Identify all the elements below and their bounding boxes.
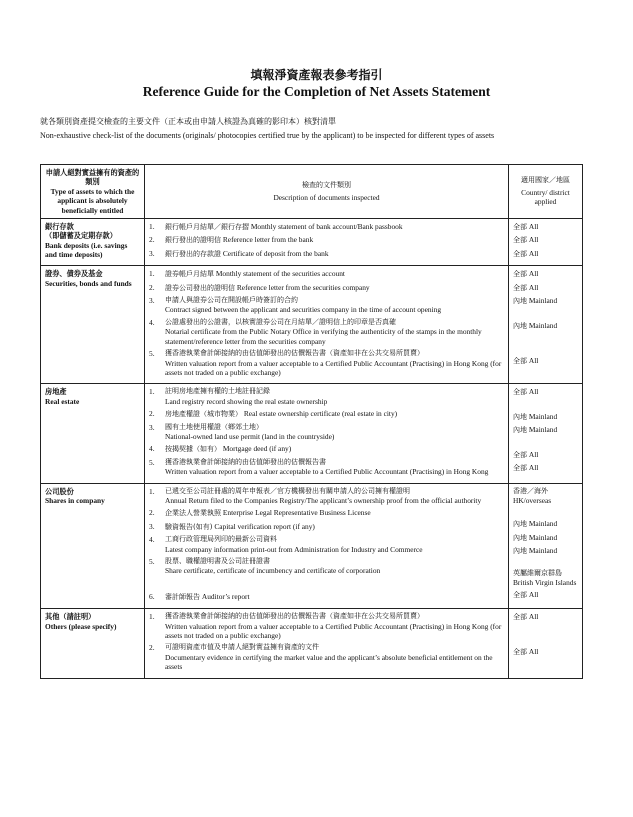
item-number: 1.	[149, 387, 155, 397]
country-item: 內地 Mainland	[513, 296, 558, 306]
table-row-company	[41, 483, 583, 609]
country-item: 全部 All	[513, 462, 539, 472]
doc-zh: 銀行發出的存款證	[165, 249, 221, 258]
country-item: 全部 All	[513, 248, 539, 258]
item-number: 4.	[149, 317, 155, 327]
item-number: 2.	[149, 643, 155, 653]
list-item: 1. 證券帳戶月結單 Monthly statement of the securities account	[149, 269, 345, 279]
list-item: 5. 獲香港執業會計師接納的由估值師發出的估價報告書 Written valuation report from a valuer acceptable to a Certified Public Accountant (Practising) in Hong Kong	[149, 457, 489, 477]
documents-bank	[145, 219, 509, 266]
country-item: 內地 Mainland	[513, 425, 558, 435]
header-documents-en: Description of documents inspected	[273, 193, 380, 203]
asset-type-bank	[41, 219, 145, 266]
asset-type-en: Others (please specify)	[45, 621, 117, 631]
list-item: 1. 獲香港執業會計師接納的由估值師發出的估價報告書（資產如非在公共交易所買賣） Written valuation report from a valuer acceptable to a Certified Public Accountant (Practising) in Hong Kong (for assets not traded on a public exchange)	[149, 612, 502, 641]
country-item: 全部 All	[513, 235, 539, 245]
item-number: 4.	[149, 444, 155, 454]
documents-realestate	[145, 384, 509, 483]
asset-type-en: Real estate	[45, 396, 80, 406]
asset-type-zh: 房地產	[45, 387, 67, 397]
list-item: 6. 審計師報告 Auditor’s report	[149, 591, 250, 601]
item-number: 2.	[149, 508, 155, 518]
asset-type-zh: 證券、債券及基金	[45, 269, 103, 279]
country-item: 全部 All	[513, 449, 539, 459]
item-number: 5.	[149, 457, 155, 467]
country-item: 內地 Mainland	[513, 519, 558, 529]
list-item: 1. 已遞交至公司註冊處的周年申報表／官方機構發出有關申請人的公司擁有權證明 Annual Return filed to the Companies Registry/The applicant’s ownership proof from the official authority	[149, 486, 482, 505]
table-header-row	[41, 165, 583, 219]
item-number: 2.	[149, 235, 155, 245]
doc-en: Monthly statement of bank account/Bank passbook	[250, 222, 403, 232]
item-number: 5.	[149, 557, 155, 566]
doc-zh: 銀行帳戶月結單／銀行存摺	[165, 223, 249, 232]
item-number: 2.	[149, 282, 155, 292]
item-number: 1.	[149, 612, 155, 622]
header-documents-zh: 檢查的文件類別	[302, 180, 351, 189]
country-item: 全部 All	[513, 612, 539, 622]
asset-type-zh-note: （即儲蓄及定期存款）	[45, 231, 117, 241]
item-number: 6.	[149, 591, 155, 601]
item-number: 3.	[149, 296, 155, 306]
item-number: 1.	[149, 222, 155, 232]
country-others	[509, 609, 583, 678]
country-item: 全部 All	[513, 269, 539, 279]
country-item: 內地 Mainland	[513, 411, 558, 421]
list-item	[149, 222, 504, 232]
documents-others	[145, 609, 509, 678]
list-item: 2. 可證明資產市值及申請人絕對實益擁有資產的文件 Documentary evidence in certifying the market value and the applicant’s absolute beneficial entitlement on the assets	[149, 643, 493, 672]
country-item: 全部 All	[513, 590, 539, 600]
country-item: 英屬維爾京群島 British Virgin Islands	[513, 568, 577, 587]
header-documents	[145, 165, 509, 219]
country-item: 內地 Mainland	[513, 546, 558, 556]
header-country-zh: 適用國家／地區	[521, 176, 570, 185]
item-number: 3.	[149, 521, 155, 531]
item-number: 5.	[149, 349, 155, 359]
country-item: 全部 All	[513, 355, 539, 365]
item-number: 1.	[149, 486, 155, 496]
asset-type-zh: 其他（請註明）	[45, 612, 96, 622]
list-item	[149, 235, 504, 245]
documents-company	[145, 483, 509, 609]
list-item: 3. 國有土地使用權證（鄉郊土地） National-owned land use permit (land in the countryside)	[149, 422, 335, 441]
intro-en: Non-exhaustive check-list of the documents (originals/ photocopies certified true by the applicant) to be inspected for different types of assets	[40, 131, 495, 140]
country-item: 全部 All	[513, 646, 539, 656]
list-item: 4. 工商行政管理局列印的最新公司資料 Latest company information print-out from Administration for Industry and Commerce	[149, 535, 423, 554]
country-company	[509, 483, 583, 609]
list-item: 5. 股票、職權證明書及公司註冊證書 Share certificate, certificate of incumbency and certificate of corporation	[149, 557, 381, 576]
list-item	[149, 249, 504, 259]
asset-type-realestate	[41, 384, 145, 483]
country-realestate	[509, 384, 583, 483]
country-securities	[509, 266, 583, 384]
asset-type-securities	[41, 266, 145, 384]
asset-type-zh: 銀行存款	[45, 222, 74, 232]
country-bank	[509, 219, 583, 266]
asset-type-others	[41, 609, 145, 678]
list-item: 3. 驗資報告(如有) Capital verification report (if any)	[149, 521, 315, 531]
list-item: 4. 按揭契據（如有） Mortgage deed (if any)	[149, 444, 292, 454]
header-country-en: Country/ district applied	[521, 187, 570, 207]
country-item: 香港／海外 HK/overseas	[513, 486, 552, 505]
reference-table	[40, 164, 583, 679]
country-item: 全部 All	[513, 222, 539, 232]
asset-type-zh: 公司股份	[45, 486, 74, 496]
table-row-bank	[41, 219, 583, 266]
table-row-securities	[41, 266, 583, 384]
country-item: 內地 Mainland	[513, 321, 558, 331]
item-number: 2.	[149, 409, 155, 419]
header-asset-type	[41, 165, 145, 219]
asset-type-en: Shares in company	[45, 495, 105, 505]
doc-en: Certificate of deposit from the bank	[222, 248, 329, 258]
country-item: 全部 All	[513, 282, 539, 292]
item-number: 4.	[149, 535, 155, 545]
doc-en: Reference letter from the bank	[222, 235, 314, 245]
intro-zh: 就各類別資產提交檢查的主要文件（正本或由申請人核證為真確的影印本）核對清單	[40, 117, 336, 126]
item-number: 3.	[149, 422, 155, 432]
list-item: 2. 證券公司發出的證明信 Reference letter from the securities company	[149, 282, 370, 292]
header-country	[509, 165, 583, 219]
asset-type-en: Bank deposits (i.e. savings and time deposits)	[45, 240, 128, 260]
item-number: 3.	[149, 248, 155, 258]
list-item: 5. 獲香港執業會計師接納的由估值師發出的估價報告書（資產如非在公共交易所買賣） Written valuation report from a valuer acceptable to a Certified Public Accountant (Practising) in Hong Kong (for assets not traded on a public exchange)	[149, 349, 502, 377]
page-title-en: Reference Guide for the Completion of Net Assets Statement	[142, 84, 491, 99]
list-item: 4. 公證處發出的公證書，以核實證券公司在月結單／證明信上的印章是否真確 Notarial certificate from the Public Notary Office in verifying the authenticity of the stamps in the monthly statement/reference letter from the securities company	[149, 317, 482, 346]
asset-type-company	[41, 483, 145, 609]
list-item: 2. 企業法人營業執照 Enterprise Legal Representative Business License	[149, 508, 371, 518]
country-item: 內地 Mainland	[513, 532, 558, 542]
header-asset-type-en: Type of assets to which the applicant is absolutely beneficially entitled	[50, 186, 135, 215]
list-item: 1. 註明房地產擁有權的土地註冊記錄 Land registry record showing the real estate ownership	[149, 387, 328, 406]
list-item: 3. 申請人與證券公司在開設帳戶時簽訂的合約 Contract signed between the applicant and securities company in the time of account opening	[149, 296, 442, 315]
documents-securities	[145, 266, 509, 384]
asset-type-en: Securities, bonds and funds	[45, 278, 132, 288]
country-item: 全部 All	[513, 387, 539, 397]
header-asset-type-zh: 申請人絕對實益擁有的資產的類別	[45, 168, 140, 187]
doc-zh: 銀行發出的證明信	[165, 236, 221, 245]
page-title-zh: 填報淨資產報表參考指引	[250, 68, 383, 82]
table-row-others	[41, 609, 583, 678]
item-number: 1.	[149, 269, 155, 279]
list-item: 2. 房地產權證（城市物業） Real estate ownership certificate (real estate in city)	[149, 409, 398, 419]
table-row-realestate	[41, 384, 583, 483]
